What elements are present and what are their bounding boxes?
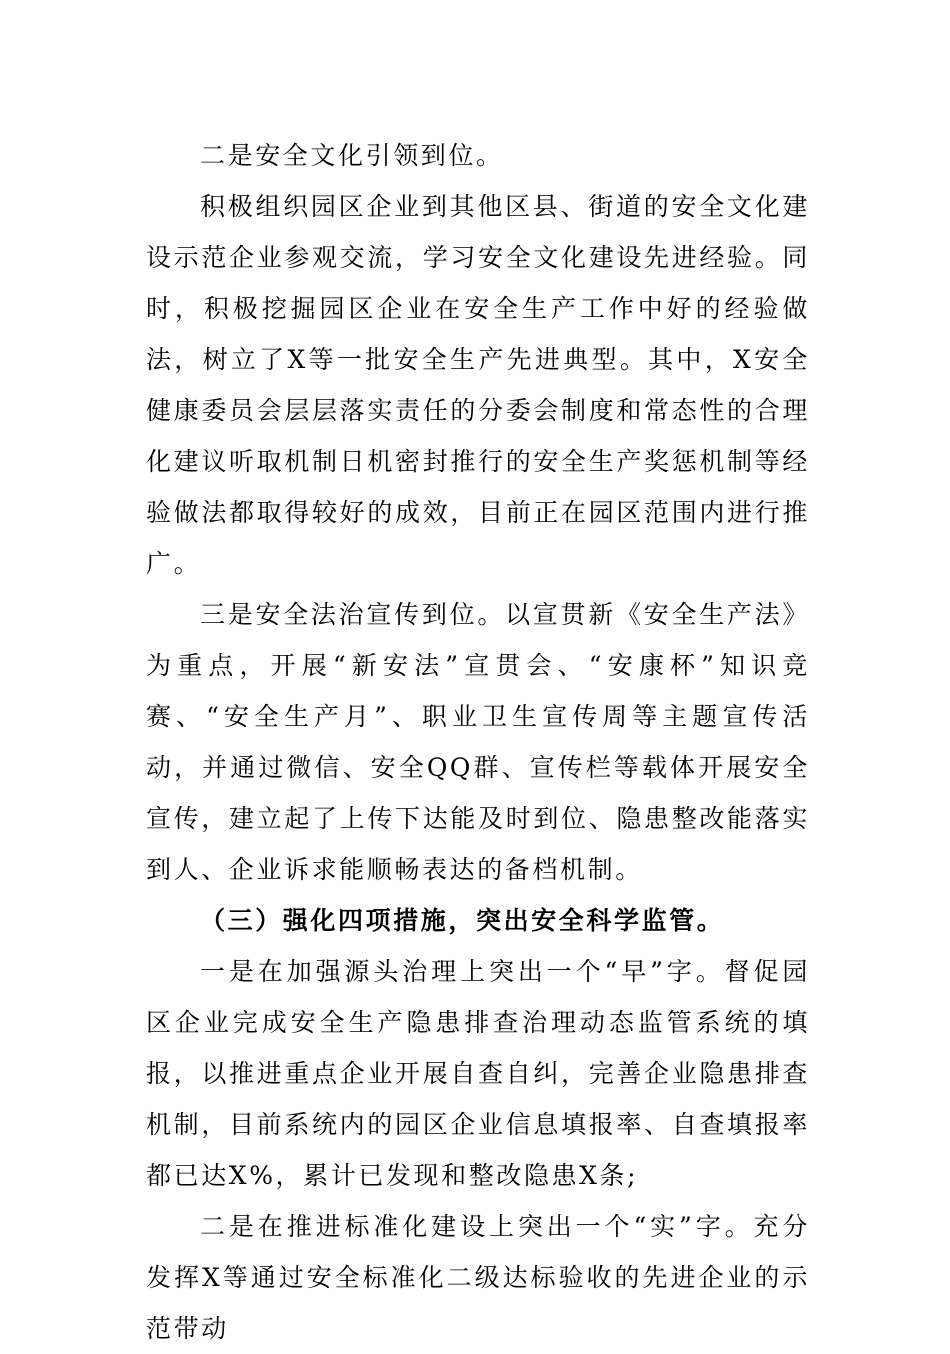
paragraph-source-governance: 一是在加强源头治理上突出一个“早”字。督促园区企业完成安全生产隐患排查治理动态监管系统的填报，以推进重点企业开展自查自纠，完善企业隐患排查机制，目前系统内的园区企业信息填报率、自查填报率都已达X%，累计已发现和整改隐患X条;: [146, 957, 810, 1190]
section-heading-three: （三）强化四项措施，突出安全科学监管。: [200, 906, 725, 935]
document-body: [146, 130, 810, 1354]
paragraph-safety-culture-heading: 二是安全文化引领到位。: [200, 141, 504, 170]
paragraph-standardization: 二是在推进标准化建设上突出一个“实”字。充分发挥X等通过安全标准化二级达标验收的先进企业的示范带动: [146, 1212, 810, 1343]
paragraph-safety-law-publicity: 三是安全法治宣传到位。以宣贯新《安全生产法》为重点，开展“新安法”宣贯会、“安康杯”知识竞赛、“安全生产月”、职业卫生宣传周等主题宣传活动，并通过微信、安全QQ群、宣传栏等载体开展安全宣传，建立起了上传下达能及时到位、隐患整改能落实到人、企业诉求能顺畅表达的备档机制。: [146, 600, 810, 884]
paragraph-safety-culture-body: 积极组织园区企业到其他区县、街道的安全文化建设示范企业参观交流，学习安全文化建设先进经验。同时，积极挖掘园区企业在安全生产工作中好的经验做法，树立了X等一批安全生产先进典型。其中，X安全健康委员会层层落实责任的分委会制度和常态性的合理化建议听取机制日机密封推行的安全生产奖惩机制等经验做法都取得较好的成效，目前正在园区范围内进行推广。: [146, 192, 810, 578]
